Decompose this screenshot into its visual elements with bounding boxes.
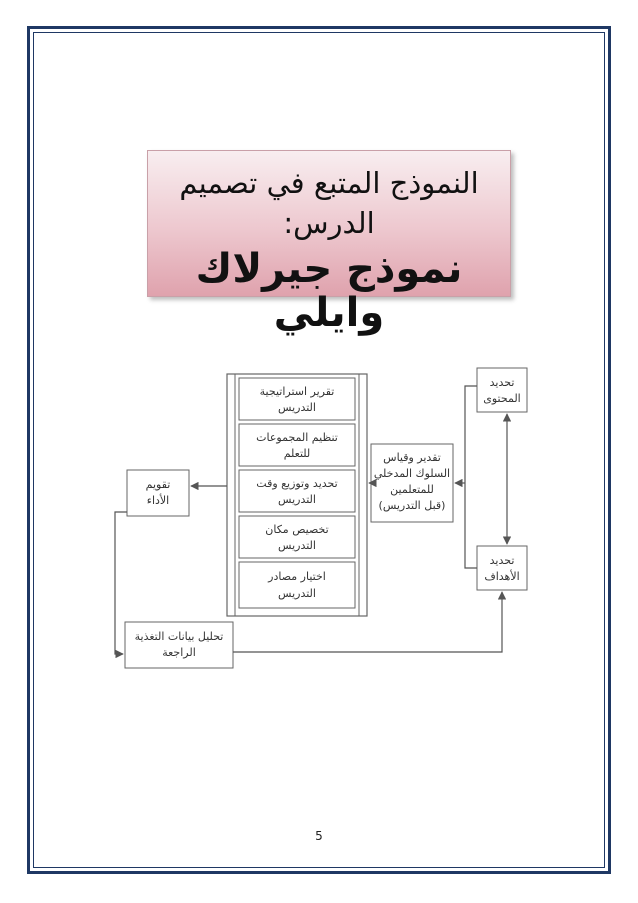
center-box-place-l2: التدريس [278, 539, 316, 552]
title-line-2: الدرس: [283, 206, 375, 240]
title-box [147, 150, 511, 336]
center-box-groups-l1: تنظيم المجموعات [256, 431, 338, 444]
feedback-box-l2: الراجعة [162, 646, 196, 659]
entry-behavior-l4: (قبل التدريس) [378, 499, 446, 512]
objectives-box-l1: تحديد [489, 554, 515, 567]
entry-behavior-l2: السلوك المدخلي [373, 467, 451, 480]
center-box-time-l2: التدريس [278, 493, 316, 506]
center-box-strategy [239, 378, 355, 420]
evaluation-box [127, 470, 189, 516]
feedback-box [125, 622, 233, 668]
content-box-l2: المحتوى [483, 392, 521, 405]
page-number: 5 [315, 829, 323, 843]
title-line-1: النموذج المتبع في تصميم [179, 166, 479, 200]
content-box-l1: تحديد [489, 376, 515, 389]
entry-behavior-l1: تقدير وقياس [383, 451, 441, 464]
entry-behavior-box [371, 444, 453, 522]
center-box-time [239, 470, 355, 512]
feedback-box-l1: تحليل بيانات التغذية [134, 630, 224, 643]
center-box-resources [239, 562, 355, 608]
center-box-place [239, 516, 355, 558]
center-column [227, 374, 367, 616]
content-box [477, 368, 527, 412]
entry-behavior-l3: للمتعلمين [390, 483, 434, 496]
center-box-place-l1: تخصيص مكان [265, 523, 329, 536]
center-box-resources-l2: التدريس [278, 587, 316, 600]
center-box-time-l1: تحديد وتوزيع وقت [256, 477, 338, 490]
evaluation-box-l2: الأداء [146, 494, 170, 507]
evaluation-box-l1: تقويم [145, 478, 171, 491]
center-box-groups [239, 424, 355, 466]
title-line-3: نموذج جيرلاك وايلي [195, 246, 463, 336]
flow-diagram [97, 362, 537, 682]
center-box-strategy-l2: التدريس [278, 401, 316, 414]
center-box-strategy-l1: تقرير استراتيجية [259, 385, 335, 398]
objectives-box-l2: الأهداف [484, 570, 520, 583]
objectives-box [477, 546, 527, 590]
center-box-resources-l1: اختيار مصادر [268, 570, 326, 583]
center-box-groups-l2: للتعلم [283, 447, 311, 460]
